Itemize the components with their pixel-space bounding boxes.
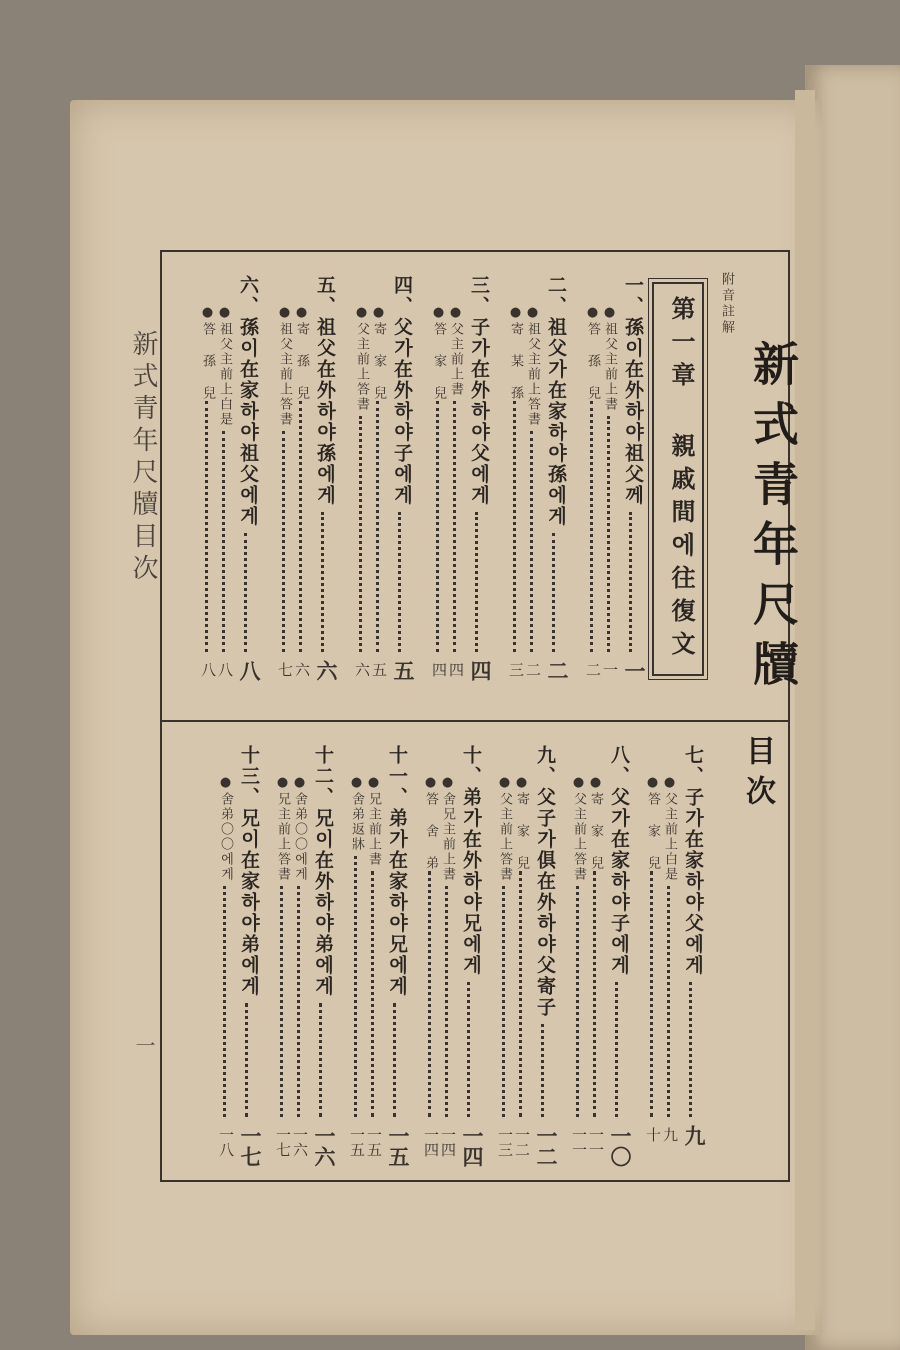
toc-subentry: ●答 孫 兒 [585,305,600,401]
toc-subentry-page: 三 [507,662,525,677]
toc-subentry: ●答 孫 兒 [200,305,215,401]
toc-entry-page: 一七 [238,1125,263,1167]
leader-dots [689,982,692,1117]
toc-subentry: ●兄主前上書 [366,775,381,867]
leader-dots [282,431,285,652]
toc-subentry-page: 一五 [348,1127,366,1157]
toc-subentry: ●父主前上書 [448,305,463,397]
toc-heading: 目次 [740,735,775,815]
leader-dots [629,512,632,652]
leader-dots [354,856,357,1117]
toc-subentry: ●父主前上白是 [662,775,677,882]
toc-subentry-page: 二 [584,662,602,677]
toc-subentry-page: 一一 [587,1127,605,1157]
leader-dots [593,871,596,1117]
toc-entry-title: 十三、兄이在家하야弟에게 [238,745,260,997]
leader-dots [205,401,208,652]
leader-dots [530,431,533,652]
toc-subentry-page: 二 [524,662,542,677]
toc-subentry-page: 一七 [274,1127,292,1157]
leader-dots [615,982,618,1117]
toc-entry-page: 五 [391,660,416,681]
toc-entry-title: 二、祖父가在家하야孫에게 [545,275,567,527]
toc-subentry: ●答 家 兒 [431,305,446,401]
leader-dots [502,886,505,1117]
toc-entry-page: 一六 [312,1125,337,1167]
toc-entry-page: 一 [622,660,647,681]
toc-subentry: ●舍弟返牀 [349,775,364,852]
leader-dots [222,431,225,652]
leader-dots [359,416,362,652]
toc-subentry: ●父主前上答書 [354,305,369,412]
toc-entry-page: 一〇 [608,1125,633,1167]
toc-subentry: ●答 家 兒 [645,775,660,871]
toc-entry-title: 七、子가在家하야父에게 [682,745,704,976]
leader-dots [513,401,516,652]
toc-entry-page: 一二 [534,1125,559,1167]
toc-subentry: ●寄 孫 兒 [294,305,309,401]
toc-subentry: ●舍弟〇〇에게 [218,775,233,882]
toc-subentry-page: 一八 [217,1127,235,1157]
leader-dots [371,871,374,1117]
leader-dots [297,886,300,1117]
chapter-heading: 第一章 親戚間에往復文 [667,296,696,664]
toc-subentry: ●祖父主前上書 [602,305,617,412]
toc-subentry-page: 一六 [291,1127,309,1157]
toc-subentry: ●寄 家 兒 [514,775,529,871]
running-title: 新式青年尺牘目次 [128,330,158,586]
leader-dots [445,886,448,1117]
toc-subentry: ●父主前上答書 [497,775,512,882]
toc-subentry-page: 六 [293,662,311,677]
leader-dots [453,401,456,652]
book-title: 新式青年尺牘 [746,340,800,700]
toc-entry-page: 九 [682,1125,707,1146]
toc-subentry-page: 九 [661,1127,679,1142]
leader-dots [467,982,470,1117]
toc-entry-page: 一五 [386,1125,411,1167]
leader-dots [299,401,302,652]
toc-subentry: ●祖父主前上答書 [525,305,540,427]
toc-entry-title: 六、孫이在家하야祖父에게 [237,275,259,527]
toc-subentry-page: 四 [447,662,465,677]
leader-dots [590,401,593,652]
toc-entry-page: 一四 [460,1125,485,1167]
toc-subentry-page: 四 [430,662,448,677]
leader-dots [667,886,670,1117]
toc-subentry-page: 六 [353,662,371,677]
toc-entry-title: 八、父가在家하야子에게 [608,745,630,976]
leader-dots [607,416,610,652]
leader-dots [541,1024,544,1117]
toc-entry-title: 九、父子가俱在外하야父寄子 [534,745,556,1018]
toc-subentry-page: 八 [199,662,217,677]
toc-subentry-page: 一五 [365,1127,383,1157]
toc-subentry-page: 一二 [513,1127,531,1157]
leader-dots [376,401,379,652]
toc-subentry-page: 五 [370,662,388,677]
toc-entry-title: 十二、兄이在外하야弟에게 [312,745,334,997]
leader-dots [280,886,283,1117]
toc-subentry-page: 一 [601,662,619,677]
leader-dots [393,1003,396,1117]
toc-entry-title: 五、祖父在外하야孫에게 [314,275,336,506]
toc-subentry: ●兄主前上答書 [275,775,290,882]
leader-dots [576,886,579,1117]
toc-divider [160,720,790,722]
page-number: 一 [132,1035,156,1055]
toc-subentry: ●寄 某 孫 [508,305,523,401]
toc-subentry: ●答 舍 弟 [423,775,438,871]
toc-subentry-page: 十 [644,1127,662,1142]
leader-dots [552,533,555,652]
leader-dots [244,533,247,652]
leader-dots [223,886,226,1117]
leader-dots [519,871,522,1117]
annotation-label: 附音註解 [719,272,734,336]
leader-dots [475,512,478,652]
torn-page-edge [795,90,815,1330]
toc-entry-page: 六 [314,660,339,681]
toc-subentry: ●祖父主前上答書 [277,305,292,427]
toc-entry-title: 一、孫이在外하야祖父께 [622,275,644,506]
leader-dots [245,1003,248,1117]
toc-subentry: ●舍弟〇〇에게 [292,775,307,882]
leader-dots [650,871,653,1117]
toc-subentry-page: 一四 [439,1127,457,1157]
toc-entry-title: 十一、弟가在家하야兄에게 [386,745,408,997]
toc-entry-page: 二 [545,660,570,681]
leader-dots [398,512,401,652]
toc-subentry: ●祖父主前上白是 [217,305,232,427]
toc-entry-page: 四 [468,660,493,681]
toc-entry-title: 三、子가在外하야父에게 [468,275,490,506]
toc-entry-title: 十、弟가在外하야兄에게 [460,745,482,976]
leader-dots [436,401,439,652]
toc-subentry: ●寄 家 兒 [371,305,386,401]
toc-subentry-page: 一四 [422,1127,440,1157]
leader-dots [321,512,324,652]
toc-subentry: ●舍兄主前上書 [440,775,455,882]
toc-subentry-page: 八 [216,662,234,677]
toc-entry-title: 四、父가在外하야子에게 [391,275,413,506]
toc-subentry-page: 七 [276,662,294,677]
toc-subentry: ●寄 家 兒 [588,775,603,871]
toc-entry-page: 八 [237,660,262,681]
toc-subentry: ●父主前上答書 [571,775,586,882]
toc-subentry-page: 一一 [570,1127,588,1157]
leader-dots [319,1003,322,1117]
toc-subentry-page: 一三 [496,1127,514,1157]
leader-dots [428,871,431,1117]
